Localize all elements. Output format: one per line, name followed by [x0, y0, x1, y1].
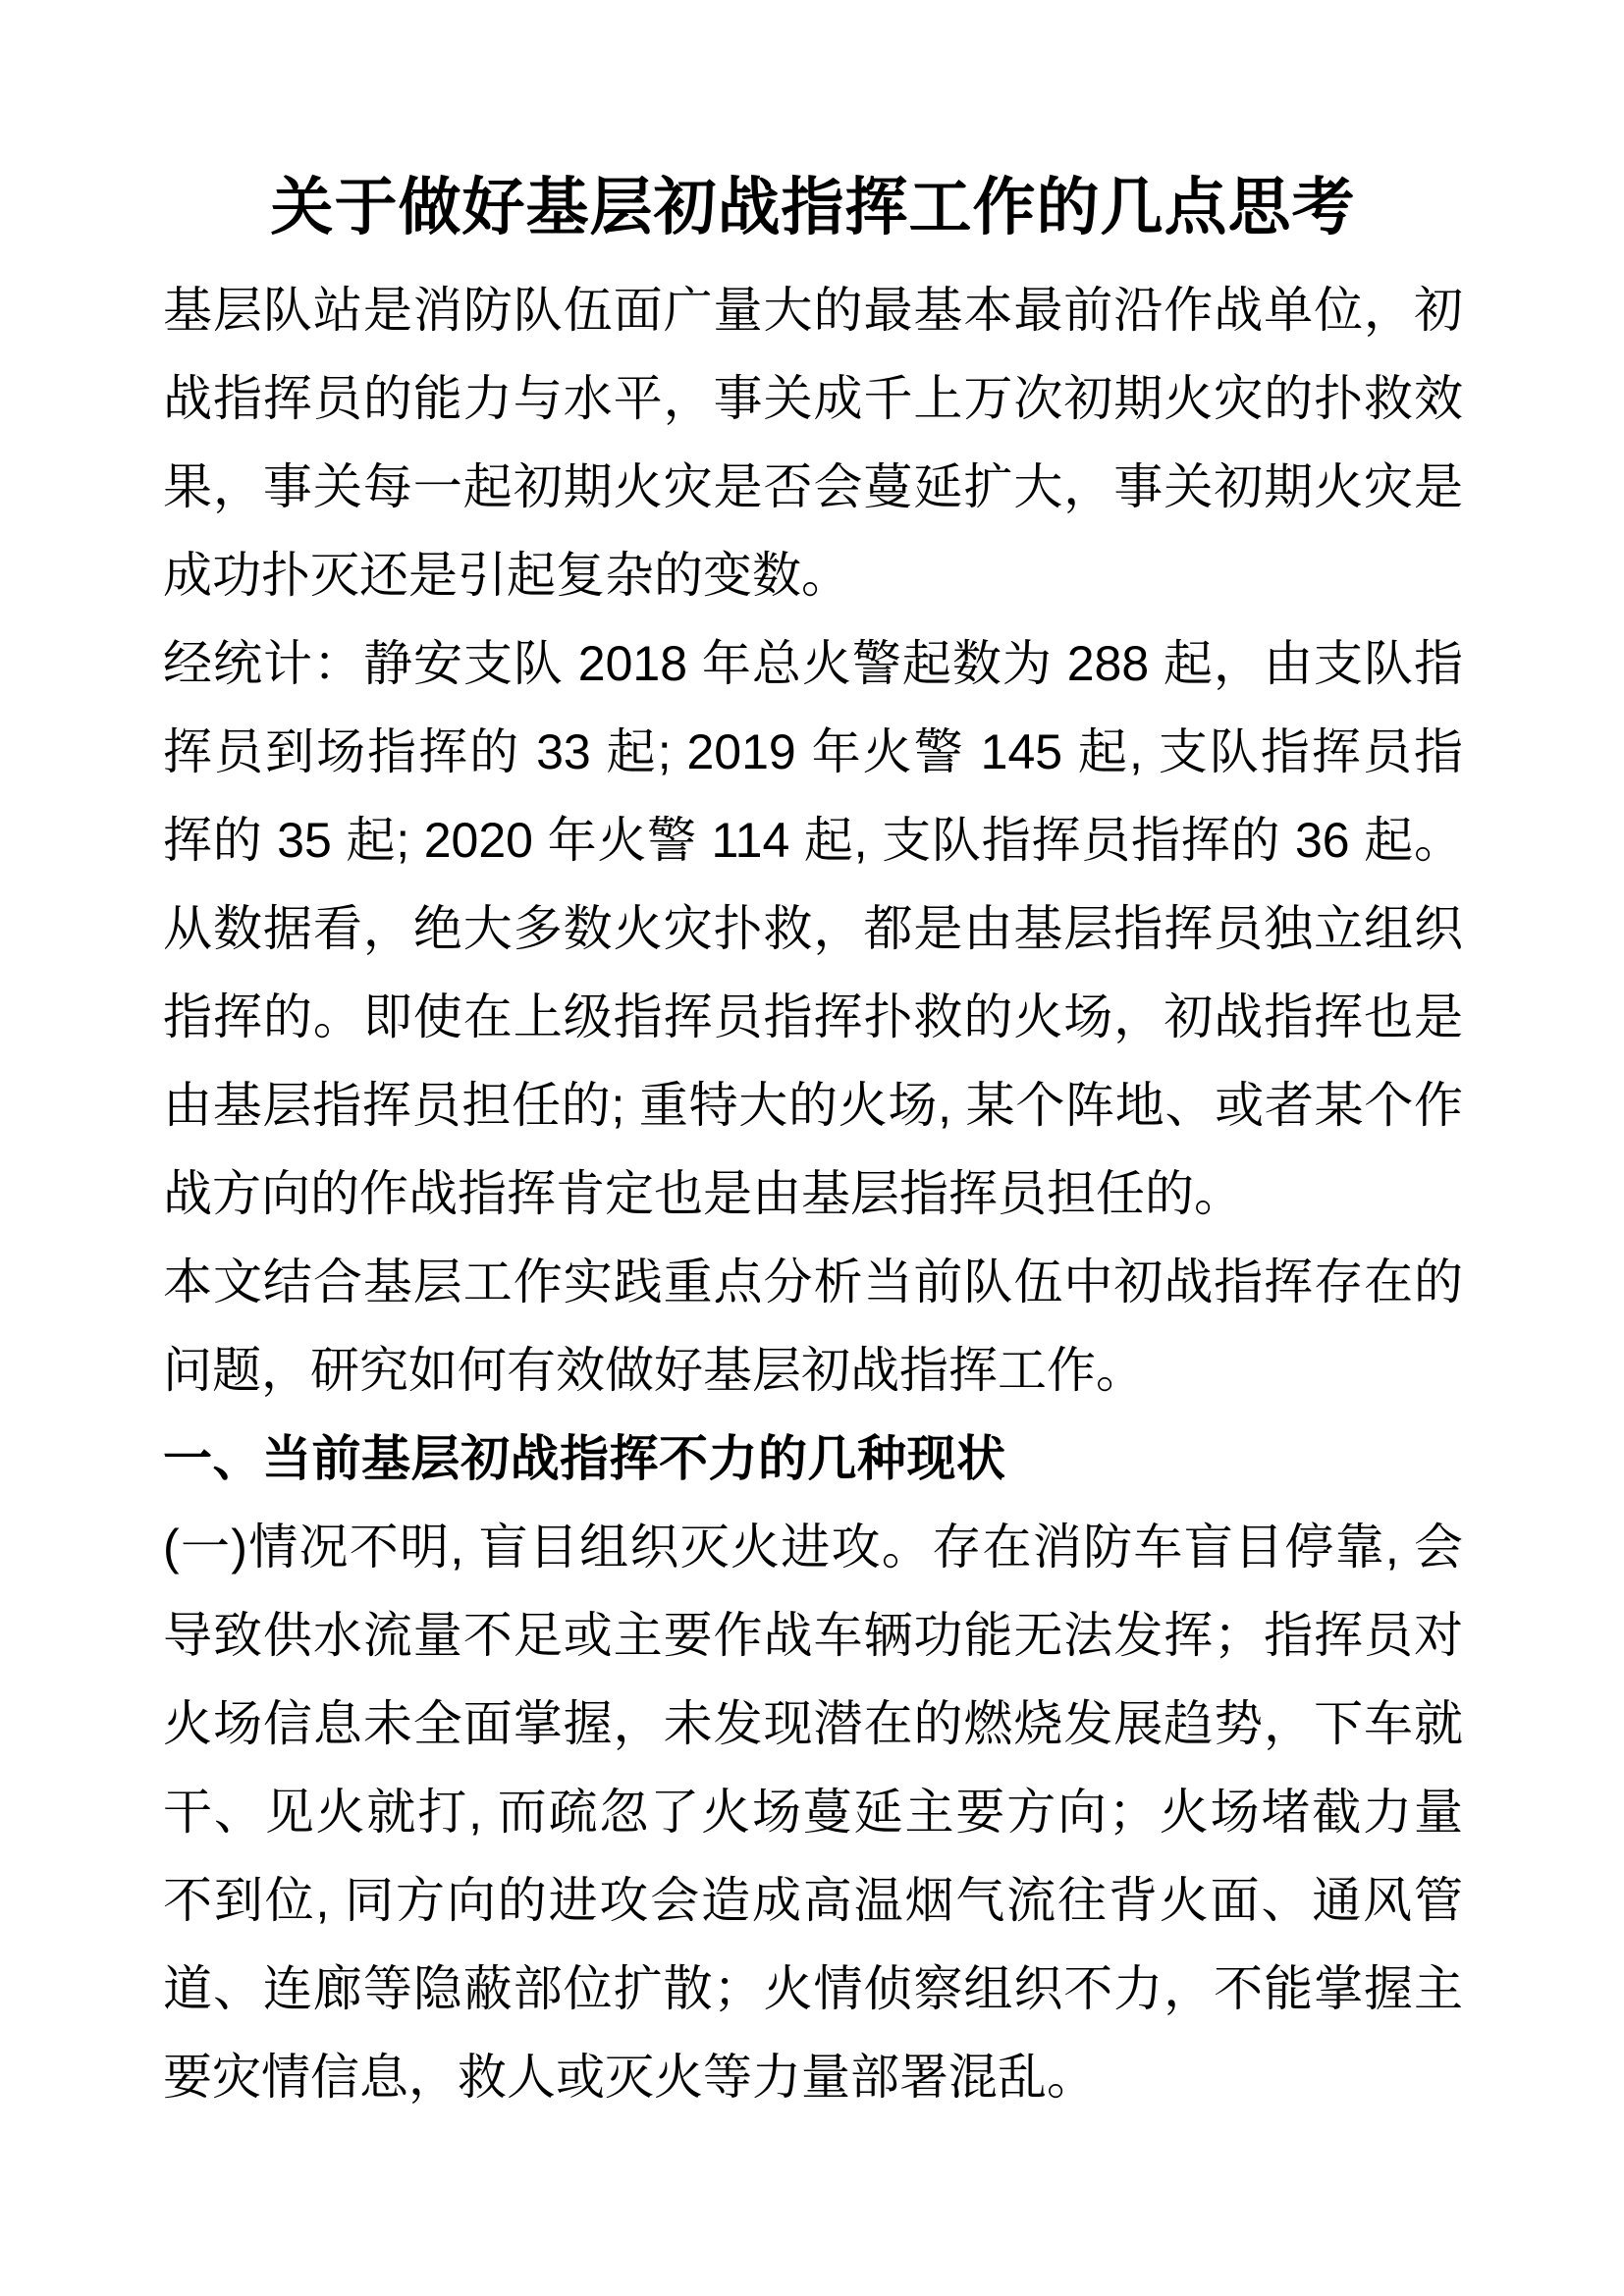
paragraph-purpose: 本文结合基层工作实践重点分析当前队伍中初战指挥存在的问题，研究如何有效做好基层初战指挥工作。 [163, 1255, 1463, 1399]
section-heading-1: 一、当前基层初战指挥不力的几种现状 [163, 1431, 1006, 1487]
paragraph-intro: 基层队站是消防队伍面广量大的最基本最前沿作战单位，初战指挥员的能力与水平，事关成千上万次初期火灾的扑救效果，事关每一起初期火灾是否会蔓延扩大，事关初期火灾是成功扑灭还是引起复杂的变数。 [163, 283, 1463, 604]
paragraph-statistics: 经统计：静安支队 2018 年总火警起数为 288 起，由支队指挥员到场指挥的 33 起; 2019 年火警 145 起, 支队指挥员指挥的 35 起; 2020 年火警 114 起, 支队指挥员指挥的 36 起。从数据看，绝大多数火灾扑救，都是由基层指挥员独立组织指挥的。即使在上级指挥员指挥扑救的火场，初战指挥也是由基层指挥员担任的; 重特大的火场, 某个阵地、或者某个作战方向的作战指挥肯定也是由基层指挥员担任的。 [163, 636, 1463, 1222]
document-title: 关于做好基层初战指挥工作的几点思考 [270, 172, 1356, 242]
paragraph-situation-1: (一)情况不明, 盲目组织灭火进攻。存在消防车盲目停靠, 会导致供水流量不足或主要作战车辆功能无法发挥；指挥员对火场信息未全面掌握，未发现潜在的燃烧发展趋势，下车就干、见火就打, 而疏忽了火场蔓延主要方向；火场堵截力量不到位, 同方向的进攻会造成高温烟气流往背火面、通风管道、连廊等隐蔽部位扩散；火情侦察组织不力，不能掌握主要灾情信息，救人或灭火等力量部署混乱。 [163, 1520, 1463, 2106]
